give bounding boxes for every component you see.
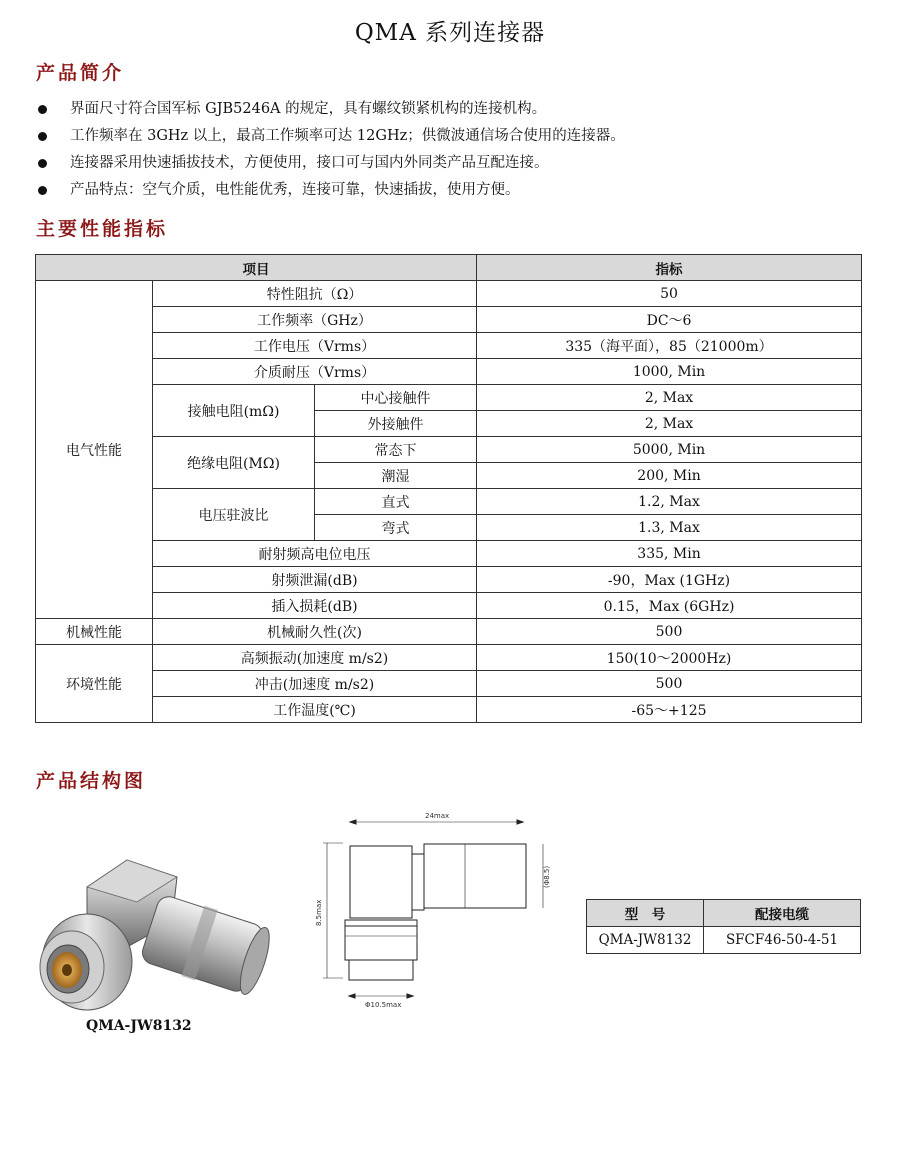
model-value: QMA-JW8132 xyxy=(587,927,704,954)
table-row xyxy=(36,359,862,385)
row-label: 绝缘电阻(MΩ) xyxy=(153,437,315,489)
table-header-row xyxy=(587,900,861,927)
bullet-icon xyxy=(38,105,47,114)
table-row xyxy=(36,281,862,307)
row-value: 150(10～2000Hz) xyxy=(477,645,862,671)
row-label: 冲击(加速度 m/s2) xyxy=(153,671,477,697)
sub-label: 中心接触件 xyxy=(315,385,477,411)
sub-label: 弯式 xyxy=(315,515,477,541)
table-row xyxy=(36,541,862,567)
table-row xyxy=(36,385,862,411)
row-value: 335（海平面），85（21000m） xyxy=(477,333,862,359)
diameter-dimension: Φ10.5max xyxy=(365,1001,402,1009)
row-value: 2, Max xyxy=(477,411,862,437)
section-heading-specs: 主要性能指标 xyxy=(36,218,169,240)
table-row xyxy=(36,697,862,723)
row-value: 1.3, Max xyxy=(477,515,862,541)
bullet-icon xyxy=(38,132,47,141)
row-value: -65～+125 xyxy=(477,697,862,723)
row-value: 2, Max xyxy=(477,385,862,411)
row-value: 50 xyxy=(477,281,862,307)
section-heading-structure: 产品结构图 xyxy=(36,770,147,792)
sub-label: 直式 xyxy=(315,489,477,515)
table-row xyxy=(36,437,862,463)
row-value: 500 xyxy=(477,671,862,697)
group-environmental: 环境性能 xyxy=(36,645,153,723)
row-value: 335, Min xyxy=(477,541,862,567)
row-value: DC～6 xyxy=(477,307,862,333)
row-value: 5000, Min xyxy=(477,437,862,463)
row-label: 高频振动(加速度 m/s2) xyxy=(153,645,477,671)
row-label: 耐射频高电位电压 xyxy=(153,541,477,567)
list-item: 界面尺寸符合国军标 GJB5246A 的规定，具有螺纹锁紧机构的连接机构。 xyxy=(36,96,625,123)
list-item: 连接器采用快速插拔技术，方便使用，接口可与国内外同类产品互配连接。 xyxy=(36,150,625,177)
group-electrical: 电气性能 xyxy=(36,281,153,619)
row-label: 工作频率（GHz） xyxy=(153,307,477,333)
header-value: 指标 xyxy=(477,255,862,281)
row-value: 1.2, Max xyxy=(477,489,862,515)
table-row xyxy=(36,645,862,671)
row-value: -90，Max (1GHz) xyxy=(477,567,862,593)
sub-label: 潮湿 xyxy=(315,463,477,489)
table-row xyxy=(587,927,861,954)
row-label: 机械耐久性(次) xyxy=(153,619,477,645)
model-table xyxy=(586,899,861,954)
row-label: 电压驻波比 xyxy=(153,489,315,541)
list-item: 工作频率在 3GHz 以上，最高工作频率可达 12GHz；供微波通信场合使用的连接器。 xyxy=(36,123,625,150)
photo-caption: QMA-JW8132 xyxy=(86,1018,192,1034)
row-label: 特性阻抗（Ω） xyxy=(153,281,477,307)
row-value: 500 xyxy=(477,619,862,645)
intro-list xyxy=(36,96,625,204)
row-label: 接触电阻(mΩ) xyxy=(153,385,315,437)
section-heading-intro: 产品简介 xyxy=(36,62,125,84)
bullet-icon xyxy=(38,186,47,195)
table-row xyxy=(36,593,862,619)
spec-table xyxy=(35,254,862,723)
table-header-row xyxy=(36,255,862,281)
height-dimension: 8.5max xyxy=(315,899,323,926)
sub-label: 外接触件 xyxy=(315,411,477,437)
row-label: 射频泄漏(dB) xyxy=(153,567,477,593)
product-photo xyxy=(32,852,272,1022)
list-item: 产品特点：空气介质，电性能优秀，连接可靠，快速插拔，使用方便。 xyxy=(36,177,625,204)
row-value: 200, Min xyxy=(477,463,862,489)
header-item: 项目 xyxy=(36,255,477,281)
header-cable: 配接电缆 xyxy=(704,900,861,927)
row-label: 介质耐压（Vrms） xyxy=(153,359,477,385)
cable-value: SFCF46-50-4-51 xyxy=(704,927,861,954)
header-model: 型 号 xyxy=(587,900,704,927)
side-dimension: (Φ8.5) xyxy=(543,865,551,888)
table-row xyxy=(36,619,862,645)
row-label: 工作温度(℃) xyxy=(153,697,477,723)
table-row xyxy=(36,333,862,359)
table-row xyxy=(36,307,862,333)
dimension-drawing xyxy=(305,808,565,1013)
table-row xyxy=(36,489,862,515)
row-label: 工作电压（Vrms） xyxy=(153,333,477,359)
row-value: 1000, Min xyxy=(477,359,862,385)
sub-label: 常态下 xyxy=(315,437,477,463)
table-row xyxy=(36,567,862,593)
bullet-icon xyxy=(38,159,47,168)
table-row xyxy=(36,671,862,697)
row-label: 插入损耗(dB) xyxy=(153,593,477,619)
width-dimension: 24max xyxy=(425,812,450,820)
row-value: 0.15，Max (6GHz) xyxy=(477,593,862,619)
group-mechanical: 机械性能 xyxy=(36,619,153,645)
page-title: QMA 系列连接器 xyxy=(354,20,546,46)
